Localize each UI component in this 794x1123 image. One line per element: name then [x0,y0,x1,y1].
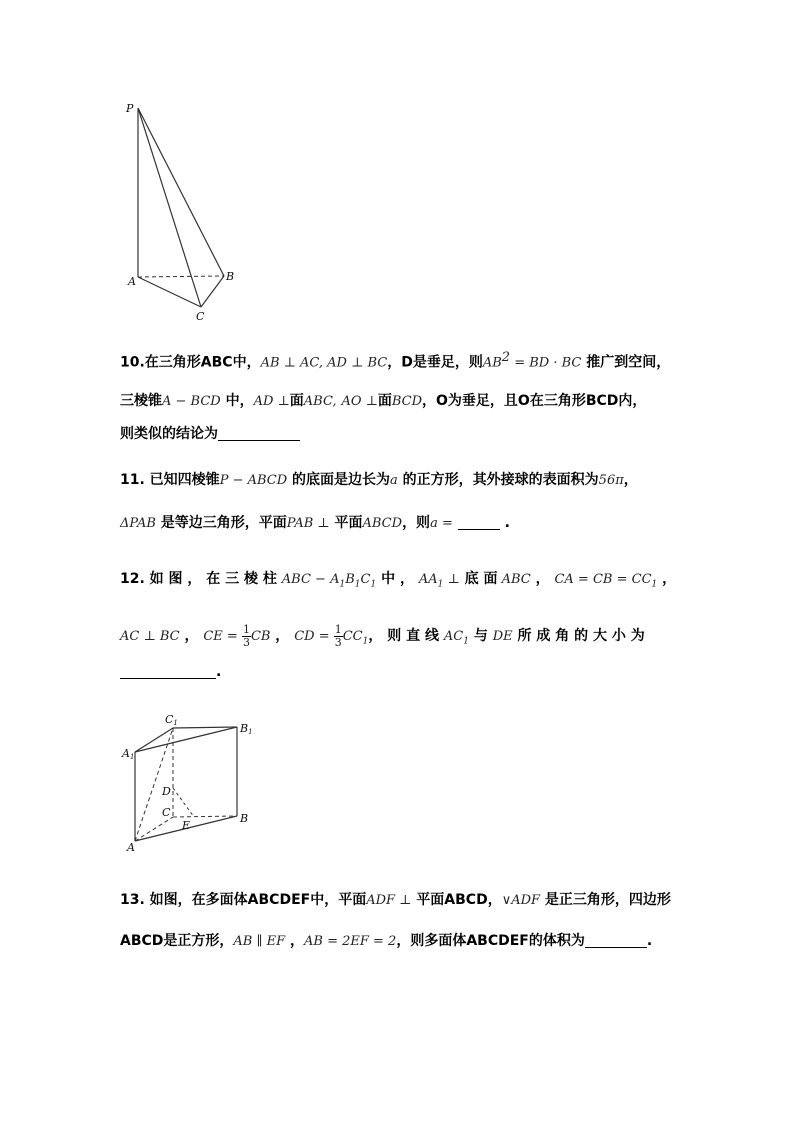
q10-sup: 2 [501,350,511,365]
label-e: E [182,819,191,832]
q10-text: .在三角形ABC中， [139,354,261,371]
q11-math-a: a [390,473,398,488]
edge-de-dashed [173,788,194,817]
q13-line1 [120,890,671,911]
q12-math-de: DE [492,629,513,644]
q11-math-aeq: a = [430,516,453,531]
q12-math-cd: CD = $\frac{1}{3}$ $CC_1$ [294,623,369,649]
q12-text: ， [657,571,677,587]
q11-math-pabcd: P − ABCD [219,473,288,488]
q10-text: 推广到空间， [581,354,671,371]
q13-number: 13 [120,892,140,908]
q10-math-perp: AB ⊥ AC, AD ⊥ BC [260,355,388,371]
q12-text: 底 面 [459,571,498,587]
q11-answer-blank[interactable] [458,515,500,530]
q13-line2 [120,931,652,952]
label-b1: B1 [240,722,253,736]
q13-text: ， [285,933,305,949]
q11-text: ，则 [402,515,431,531]
label-a: A [128,275,136,288]
q10-math-eq: = BD · BC [510,355,582,371]
q10-text: 三棱锥 [120,393,162,409]
q12-text: ， [530,571,550,587]
label-p: P [126,102,134,115]
q13-text: 是正三角形，四边形 [540,892,671,908]
q10-text: 则类似的结论为 [120,426,218,442]
edge-ab-dashed [138,276,224,277]
q11-math-area: 56π [598,473,624,488]
q10-line3 [120,424,300,444]
q12-text: ， [179,628,199,644]
q13-text: . [646,933,653,949]
edge-a1b1 [135,727,237,752]
edge-a1c1 [135,728,173,752]
q10-text: 中， [220,393,254,409]
q13-text: 平面ABCD， [411,892,502,908]
q12-text: 中 ， [376,571,414,587]
q12-line3 [120,662,221,682]
label-a1: A1 [122,747,135,761]
q11-line2 [120,513,510,534]
q13-text: ，则多面体ABCDEF的体积为 [396,933,585,949]
q10-text: 面 [289,393,304,409]
q13-answer-blank[interactable] [585,933,647,948]
label-d: D [162,785,171,798]
edge-bc [201,276,224,307]
q13-text: . 如图，在多面体ABCDEF中，平面 [139,892,367,908]
label-b: B [226,270,235,283]
pyramid-figure [120,95,250,325]
q12-text: ， 则 直 线 [368,628,439,644]
q10-math-abcd: A − BCD [162,394,221,409]
q11-text: 是等边三角形，平面 [155,515,287,531]
q10-text: ，O为垂足，且O在三角形BCD内， [422,393,647,409]
q11-text: . 已知四棱锥 [139,472,220,488]
q10-answer-blank[interactable] [218,426,300,441]
q12-math-acbc: AC ⊥ BC [120,629,180,644]
q12-text: 所 成 角 的 大 小 为 [512,628,645,644]
q13-math-tri: ∨ADF [501,893,541,908]
q11-math-abcd: ABCD [362,516,403,531]
q11-text: . [499,515,510,531]
q12-answer-blank[interactable] [120,664,216,679]
edge-ac [138,277,201,307]
q10-math-ad: AD ⊥ [253,394,290,409]
q13-math-parallel: AB ∥ EF [233,934,286,949]
q10-text: ，D是垂足，则 [387,354,483,371]
q11-text: 平面 [329,515,363,531]
q10-line2 [120,391,646,412]
q10-math-bcd: BCD [391,394,423,409]
q12-math-ca-eq: CA = CB = $CC_1$ [554,572,658,590]
fraction-one-third: $\frac{1}{3}$ [242,623,250,649]
q13-math-eq: AB = 2EF = 2 [304,934,397,949]
q10-math-abc: ABC, [303,394,337,409]
q12-number: 12 [120,571,140,587]
q11-text: ， [623,472,638,488]
label-a: A [127,841,135,854]
q12-text: . [216,664,222,680]
edge-cb-dashed [173,816,237,817]
q13-text: ABCD是正方形， [120,933,234,949]
q12-math-abc: ABC [497,572,531,587]
edge-ac-dashed [135,817,173,841]
q11-line1 [120,470,638,491]
edge-c1b1 [173,727,237,728]
q10-math-ao: AO ⊥ [341,394,378,409]
fraction-one-third: $\frac{1}{3}$ [334,623,342,649]
q10-line1 [120,348,670,374]
q13-math-adf: ADF ⊥ [366,893,412,908]
q12-math-aa1: $AA_1$ ⊥ [418,572,460,590]
label-c: C [162,806,171,819]
label-b: B [240,812,249,825]
q12-line2 [120,624,645,652]
q12-math-ce: CE = $\frac{1}{3}$ CB [203,623,271,649]
edge-pb [138,108,224,276]
q10-text: 面 [377,393,392,409]
q12-line1 [120,569,676,595]
q12-math-prism: ABC − $A_1B_1C_1$ [281,572,377,590]
q12-text: ， [270,628,290,644]
q10-math-ab: AB [482,355,502,371]
prism-figure [118,705,268,855]
q11-text: 的底面是边长为 [287,472,391,488]
label-c: C [196,310,205,323]
label-c1: C1 [165,713,178,727]
q11-text: 的正方形，其外接球的表面积为 [397,472,599,488]
q10-number: 10 [120,354,140,371]
q11-math-pab: PAB ⊥ [286,516,330,531]
q11-number: 11 [120,472,140,488]
q12-text: . 如 图 ， 在 三 棱 柱 [139,571,277,587]
q11-math-tri: ΔPAB [120,516,156,531]
q12-text: 与 [468,628,493,644]
q12-math-ac1: $AC_1$ [443,629,469,647]
